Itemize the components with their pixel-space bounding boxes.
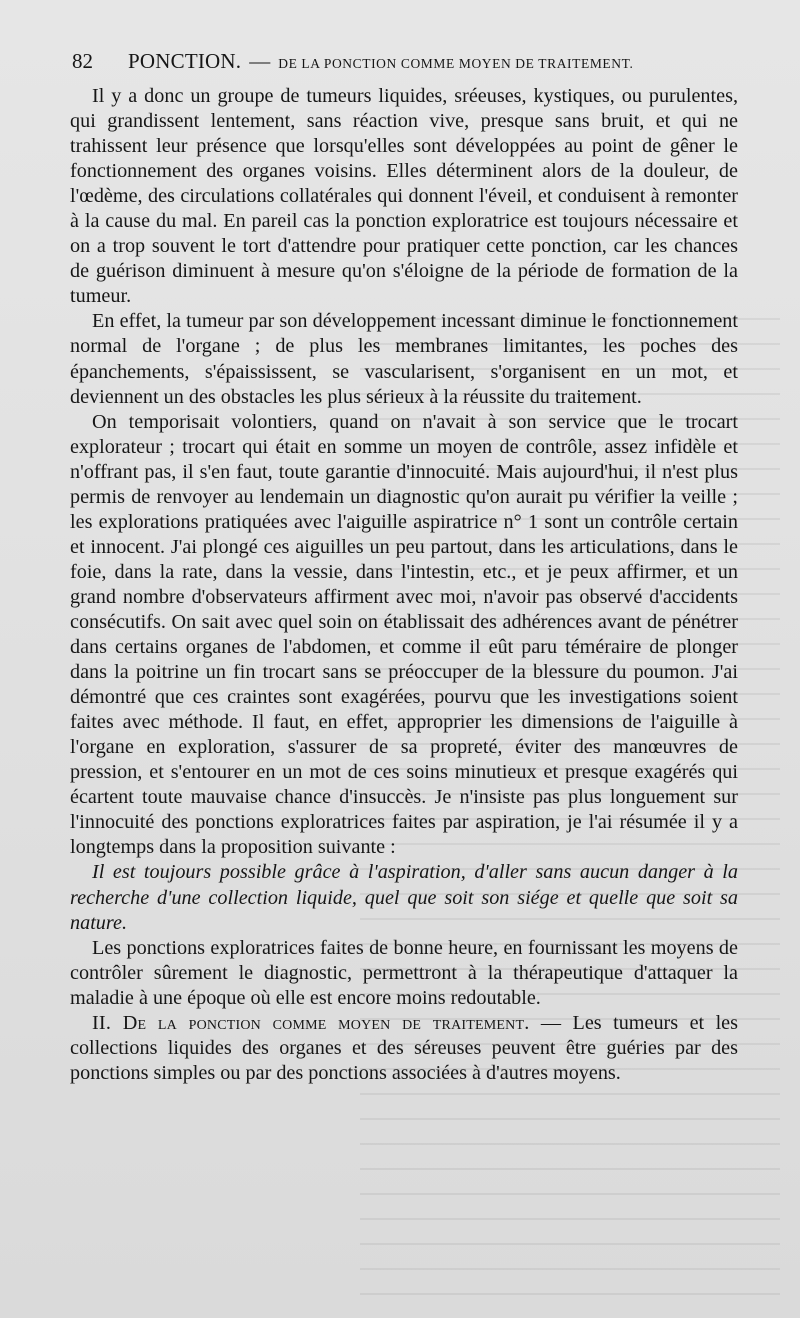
section-heading: II. De la ponction comme moyen de traitement. <box>92 1011 530 1034</box>
section-paragraph <box>70 1011 738 1086</box>
italic-proposition: Il est toujours possible grâce à l'aspiration, d'aller sans aucun danger à la recherche d'une collection liquide, quel que soit son siége et quelle que soit sa nature. <box>70 861 738 934</box>
running-subtitle: DE LA PONCTION COMME MOYEN DE TRAITEMENT. <box>278 56 634 71</box>
paragraph: Il y a donc un groupe de tumeurs liquides, sréeuses, kystiques, ou purulentes, qui grandissent lentement, sans réaction vive, presque sans bruit, et qui ne trahissent leur présence que lorsqu'elles sont développées au point de gêner le fonctionnement des organes voisins. Elles déterminent alors de la douleur, de l'œdème, des circulations collatérales qui donnent l'éveil, et conduisent à remonter à la cause du mal. En pareil cas la ponction exploratrice est toujours nécessaire et on a trop souvent le tort d'attendre pour pratiquer cette ponction, car les chances de guérison diminuent à mesure qu'on s'éloigne de la période de formation de la tumeur. <box>70 85 738 308</box>
paragraph: Les ponctions exploratrices faites de bonne heure, en fournissant les moyens de contrôler sûrement le diagnostic, permettront à la thérapeutique d'attaquer la maladie à une époque où elle est encore moins redoutable. <box>70 936 738 1009</box>
paragraph: En effet, la tumeur par son développement incessant diminue le fonctionnement normal de l'organe ; de plus les membranes limitantes, les poches des épanchements, s'épaississent, se vascularisent, s'organisent en un mot, et deviennent un des obstacles les plus sérieux à la réussite du traitement. <box>70 310 738 408</box>
paragraph: On temporisait volontiers, quand on n'avait à son service que le trocart explorateur ; trocart qui était en somme un moyen de contrôle, assez infidèle et n'offrant pas, il s'en faut, toute garantie d'innocuité. Mais aujourd'hui, il n'est plus permis de renvoyer au lendemain un diagnostic qu'on aurait pu vérifier la veille ; les explorations pratiquées avec l'aiguille aspiratrice n° 1 sont un contrôle certain et innocent. J'ai plongé ces aiguilles un peu partout, dans les articulations, dans le foie, dans la rate, dans la vessie, dans l'intestin, etc., et je peux affirmer, et un grand nombre d'observateurs affirment avec moi, n'avoir pas observé d'accidents consécutifs. On sait avec quel soin on établissait des adhérences avant de pénétrer dans certains organes de l'abdomen, et comme il eût paru téméraire de plonger dans la poitrine un fin trocart sans se préoccuper de la blessure du poumon. J'ai démontré que ces craintes sont exagérées, pourvu que les investigations soient faites avec méthode. Il faut, en effet, approprier les dimensions de l'aiguille à l'organe en exploration, s'assurer de sa propreté, éviter des manœuvres de pression, et s'entourer en un mot de ces soins minutieux et presque exagérés qui écartent toute mauvaise chance d'insuccès. Je n'insiste pas plus longuement sur l'innocuité des ponctions exploratrices faites par aspiration, je l'ai résumée il y a longtemps dans la proposition suivante : <box>70 410 738 859</box>
running-dash: — <box>249 49 271 73</box>
section-text: — Les tumeurs et les collections liquides des organes et des séreuses peuvent être guéries par des ponctions simples ou par des ponctions associées à d'autres moyens. <box>70 1011 738 1084</box>
body-text <box>70 84 738 1086</box>
running-title: PONCTION. <box>128 49 242 73</box>
running-header <box>72 46 752 76</box>
page-number: 82 <box>72 49 93 73</box>
